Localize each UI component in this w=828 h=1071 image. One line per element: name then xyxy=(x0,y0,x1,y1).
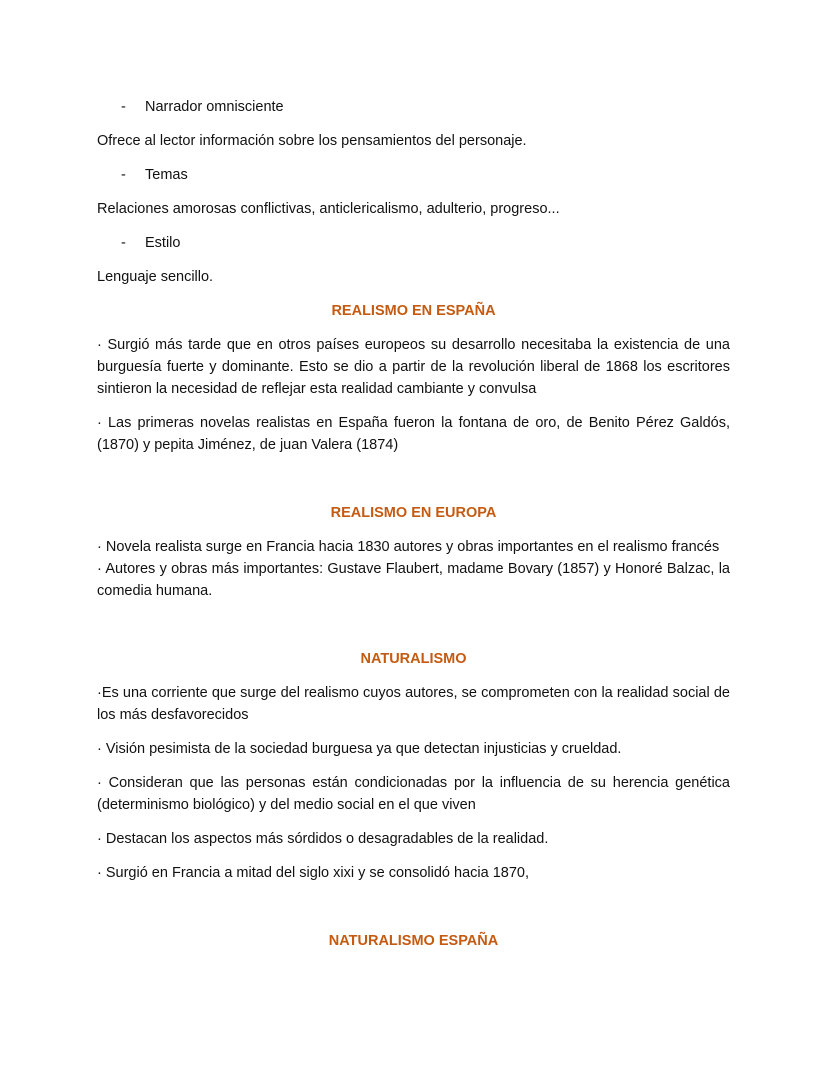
heading-naturalismo: NATURALISMO xyxy=(360,651,467,667)
spacer xyxy=(97,896,730,930)
dash-bullet: - xyxy=(121,167,126,183)
naturalismo-paragraph-3: · Consideran que las personas están condicionadas por la influencia de su herencia genética (determinismo biológico) y del medio social en el que viven xyxy=(97,775,730,813)
realismo-espana-paragraph-2: · Las primeras novelas realistas en España fueron la fontana de oro, de Benito Pérez Galdós, (1870) y pepita Jiménez, de juan Valera (1874) xyxy=(97,415,730,453)
realismo-europa-paragraph-1: · Novela realista surge en Francia hacia 1830 autores y obras importantes en el realismo francés xyxy=(97,539,720,555)
spacer xyxy=(97,468,730,502)
heading-realismo-europa: REALISMO EN EUROPA xyxy=(330,505,497,521)
temas-label: Temas xyxy=(145,167,188,183)
document-page xyxy=(97,96,730,964)
heading-realismo-espana: REALISMO EN ESPAÑA xyxy=(331,303,496,319)
realismo-espana-paragraph-1: · Surgió más tarde que en otros países europeos su desarrollo necesitaba la existencia de una burguesía fuerte y dominante. Esto se dio a partir de la revolución liberal de 1868 los escritores sintieron la necesidad de reflejar esta realidad cambiante y convulsa xyxy=(97,337,730,397)
naturalismo-paragraph-4: · Destacan los aspectos más sórdidos o desagradables de la realidad. xyxy=(97,831,549,847)
spacer xyxy=(97,614,730,648)
naturalismo-paragraph-5: · Surgió en Francia a mitad del siglo xixi y se consolidó hacia 1870, xyxy=(97,865,530,881)
temas-text: Relaciones amorosas conflictivas, anticlericalismo, adulterio, progreso... xyxy=(97,201,560,217)
list-item-temas xyxy=(97,164,730,186)
heading-naturalismo-espana: NATURALISMO ESPAÑA xyxy=(328,933,499,949)
list-item-narrador xyxy=(97,96,730,118)
estilo-text: Lenguaje sencillo. xyxy=(97,269,214,285)
estilo-label: Estilo xyxy=(145,235,181,251)
dash-bullet: - xyxy=(121,235,126,251)
realismo-europa-paragraph-2: · Autores y obras más importantes: Gustave Flaubert, madame Bovary (1857) y Honoré Balzac, la comedia humana. xyxy=(97,561,730,599)
list-item-estilo xyxy=(97,232,730,254)
dash-bullet: - xyxy=(121,99,126,115)
naturalismo-paragraph-2: · Visión pesimista de la sociedad burguesa ya que detectan injusticias y crueldad. xyxy=(97,741,622,757)
naturalismo-paragraph-1: ·Es una corriente que surge del realismo cuyos autores, se comprometen con la realidad social de los más desfavorecidos xyxy=(97,685,730,723)
narrador-text: Ofrece al lector información sobre los pensamientos del personaje. xyxy=(97,133,527,149)
narrador-label: Narrador omnisciente xyxy=(145,99,284,115)
